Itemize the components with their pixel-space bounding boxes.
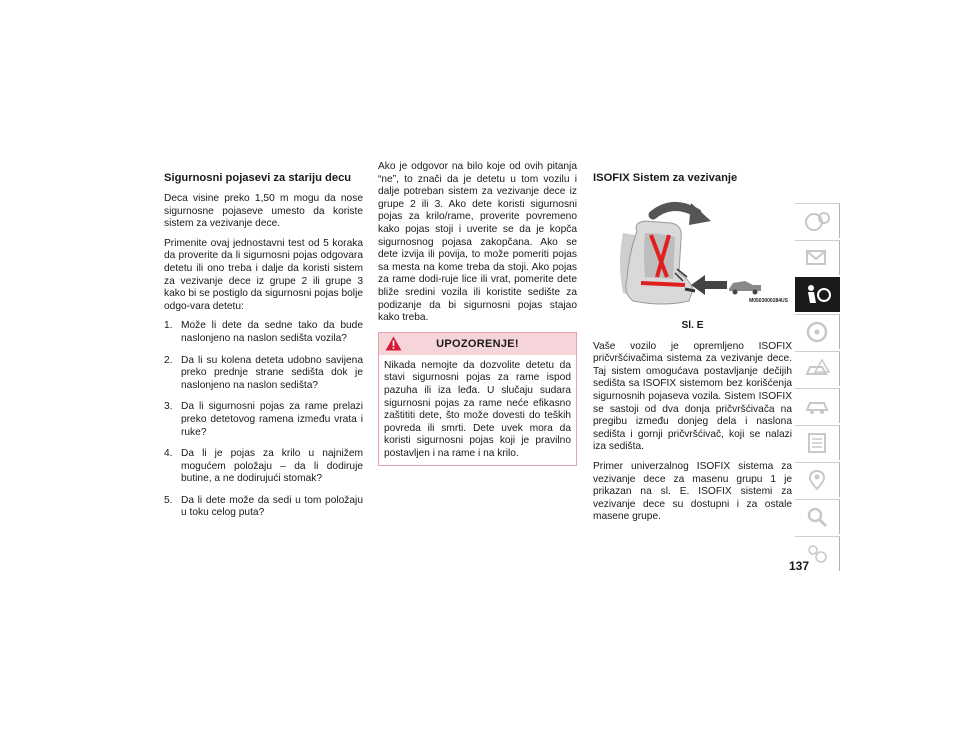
test-steps-list: [164, 320, 363, 520]
list-item: 1. Može li dete da sedne tako da bude naslonjeno na naslon sedišta vozila?: [164, 320, 363, 344]
list-item: 5. Da li dete može da sedi u tom položaju u toku celog puta?: [164, 494, 363, 519]
dashboard-icon: [804, 210, 830, 232]
tab-service[interactable]: [795, 388, 840, 423]
checklist-icon: [804, 432, 830, 454]
chapter-tabs: [795, 203, 839, 573]
paragraph: Primer univerzalnog ISOFIX sistema za vezivanje dece za masenu grupu 1 je prikazan na sl. E. ISOFIX sistemi za vezivanje dece su dostupni i za ostale masene grupe.: [593, 460, 792, 523]
tab-emergency[interactable]: [795, 351, 840, 386]
paragraph: Ako je odgovor na bilo koje od ovih pitanja “ne”, to znači da je detetu u tom vozilu i dalje potreban sistem za vezivanje dece iz grupe 2 ili 3. Ako dete koristi sigurnosni pojas za krilo/rame, proverite povremeno kako pojas stoji i uverite se da je kopča sigurnosnog pojasa zakopčana. Ako se dete izvija ili povija, to može pomeriti pojas sa mesta na kome treba da stoji. Ako pojas za rame dodi-ruje lice ili vrat, pomerite dete bliže sredini vozila ili koristite sedište za podizanje da bi sigurnosni pojas stajao kako treba.: [378, 161, 577, 324]
list-item: 4. Da li je pojas za krilo u najnižem mogućem položaju – da li dodiruje butine, a ne dodirujući stomak?: [164, 448, 363, 485]
section-heading-isofix: ISOFIX Sistem za vezivanje: [593, 172, 738, 184]
middle-column: [378, 161, 577, 466]
paragraph: Vaše vozilo je opremljeno ISOFIX pričvršćivačima sistema za vezivanje dece. Taj sistem omogućava postavljanje dečijih sedišta sa ISOFIX sistemom bez korišćenja sigurnosnih pojaseva vozila. Sistem ISOFIX se sastoji od dva donja pričvršćivača na pregibu između donjeg dela i naslona sedišta i gornji pričvršćivač, koji se nalazi iza sedišta.: [593, 340, 792, 453]
airbag-icon: [802, 283, 832, 307]
warning-text: Nikada nemojte da dozvolite detetu da stavi sigurnosni pojas za rame ispod pazuha ili iza leđa. U slučaju sudara sigurnosni pojas za rame neće efikasno zaštititi dete, što može dovesti do teških povreda ili smrti. Dete uvek mora da koristi sigurnosni pojas koji je pravilno postavljen i na rame i na krilo.: [384, 359, 571, 459]
message-icon: [804, 247, 830, 269]
tab-safety[interactable]: [795, 277, 840, 312]
list-item: 2. Da li su kolena deteta udobno savijena preko prednje strane sedišta dok je naslonjeno na naslon sedišta?: [164, 354, 363, 391]
car-service-icon: [804, 395, 830, 417]
tab-multimedia[interactable]: [795, 462, 840, 497]
figure-caption: Sl. E: [681, 320, 704, 331]
warning-box: [378, 332, 577, 467]
magnifier-icon: [804, 506, 830, 528]
tab-dashboard[interactable]: [795, 203, 840, 238]
car-warning-icon: [804, 358, 830, 380]
steering-wheel-icon: [804, 321, 830, 343]
isofix-figure: [593, 193, 792, 318]
tab-starting[interactable]: [795, 314, 840, 349]
warning-header: [379, 333, 576, 355]
tab-index[interactable]: [795, 499, 840, 534]
right-column: [593, 172, 792, 531]
page-number: 137: [789, 559, 810, 573]
paragraph: Primenite ovaj jednostavni test od 5 koraka da proverite da li sigurnosni pojas odgovara detetu ili ono treba i dalje da koristi sistem za vezivanje dece iz grupe 2 ili grupe 3 kako bi se postiglo da sigurnosni pojas bolje odgo-vara detetu:: [164, 237, 363, 312]
paragraph: Deca visine preko 1,50 m mogu da nose sigurnosne pojaseve umesto da koriste sistem za vezivanje dece.: [164, 193, 363, 230]
list-item: 3. Da li sigurnosni pojas za rame prelazi preko detetovog ramena između vrata i ruke?: [164, 401, 363, 438]
warning-body: [379, 355, 576, 466]
map-pin-icon: [804, 469, 830, 491]
figure-reference-code: M0503000284US: [749, 298, 788, 305]
warning-triangle-icon: [385, 336, 402, 351]
warning-title: UPOZORENJE!: [436, 337, 519, 350]
left-column: [164, 172, 363, 529]
section-heading-older-children: Sigurnosni pojasevi za stariju decu: [164, 172, 352, 184]
tab-specifications[interactable]: [795, 425, 840, 460]
tab-messages[interactable]: [795, 240, 840, 275]
